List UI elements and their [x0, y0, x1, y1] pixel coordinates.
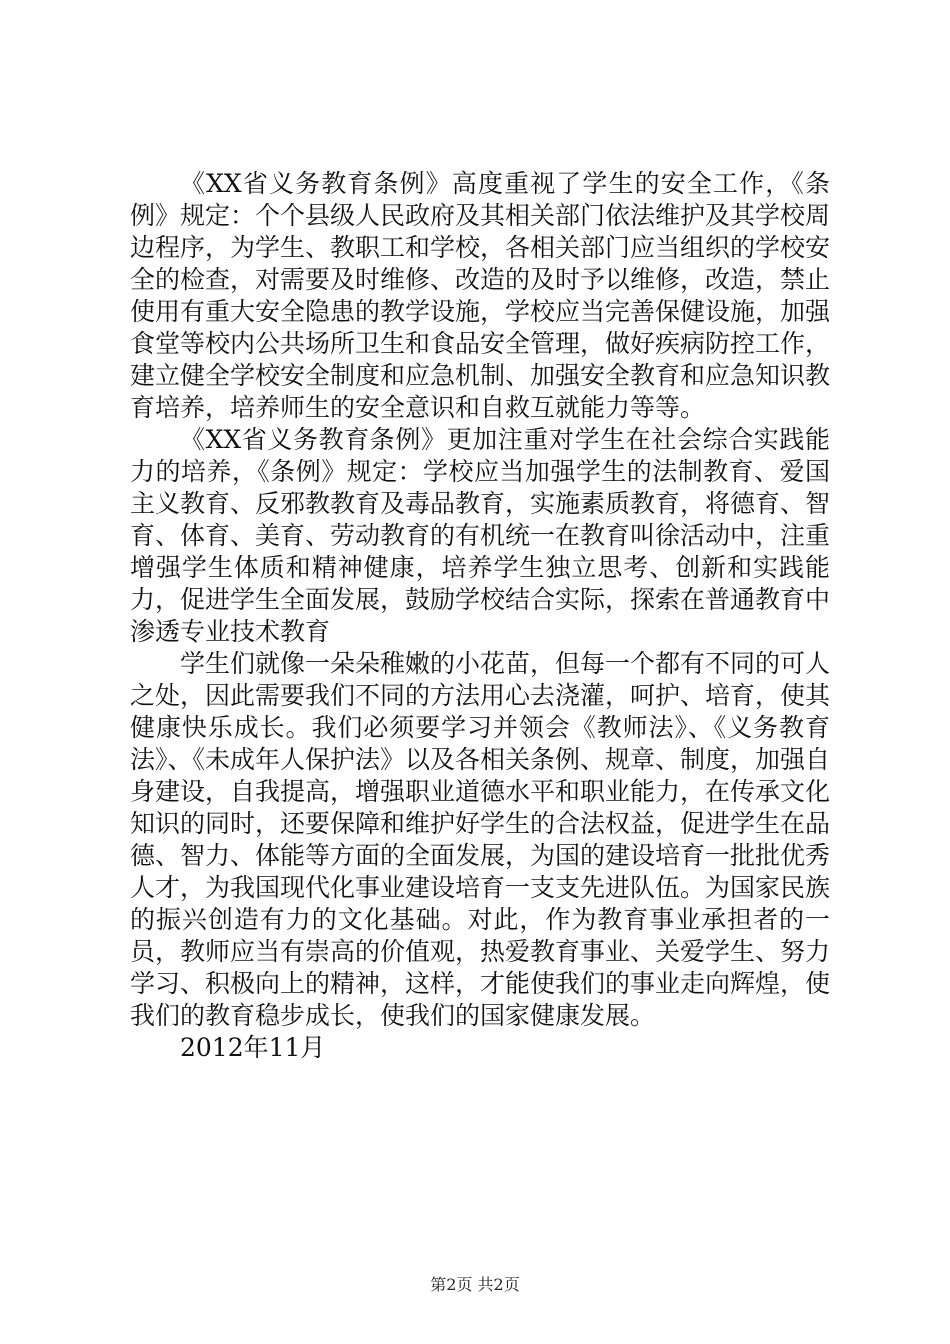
paragraph-practice: 《XX省义务教育条例》更加注重对学生在社会综合实践能力的培养，《条例》规定：学校应当加强学生的法制教育、爱国主义教育、反邪教教育及毒品教育，实施素质教育，将德育、智育、体育、美育、劳动教育的有机统一在教育叫徐活动中，注重增强学生体质和精神健康，培养学生独立思考、创新和实践能力，促进学生全面发展，鼓励学校结合实际，探索在普通教育中渗透专业技术教育 [130, 425, 831, 646]
paragraph-safety: 《XX省义务教育条例》高度重视了学生的安全工作，《条例》规定：个个县级人民政府及其相关部门依法维护及其学校周边程序，为学生、教职工和学校，各相关部门应当组织的学校安全的检查，对需要及时维修、改造的及时予以维修，改造，禁止使用有重大安全隐患的教学设施，学校应当完善保健设施，加强食堂等校内公共场所卫生和食品安全管理，做好疾病防控工作，建立健全学校安全制度和应急机制、加强安全教育和应急知识教育培养，培养师生的安全意识和自救互就能力等等。 [130, 169, 831, 422]
document-date: 2012年11月 [180, 1033, 326, 1062]
page-footer: 第2页 共2页 [430, 1275, 520, 1294]
paragraph-teachers: 学生们就像一朵朵稚嫩的小花苗，但每一个都有不同的可人之处，因此需要我们不同的方法用心去浇灌，呵护、培育，使其健康快乐成长。我们必须要学习并领会《教师法》、《义务教育法》、《未成年人保护法》以及各相关条例、规章、制度，加强自身建设，自我提高，增强职业道德水平和职业能力，在传承文化知识的同时，还要保障和维护好学生的合法权益，促进学生在品德、智力、体能等方面的全面发展，为国的建设培育一批批优秀人才，为我国现代化事业建设培育一支支先进队伍。为国家民族的振兴创造有力的文化基础。对此，作为教育事业承担者的一员，教师应当有崇高的价值观，热爱教育事业、关爱学生、努力学习、积极向上的精神，这样，才能使我们的事业走向辉煌，使我们的教育稳步成长，使我们的国家健康发展。 [130, 649, 831, 1030]
document-body [130, 168, 830, 1064]
